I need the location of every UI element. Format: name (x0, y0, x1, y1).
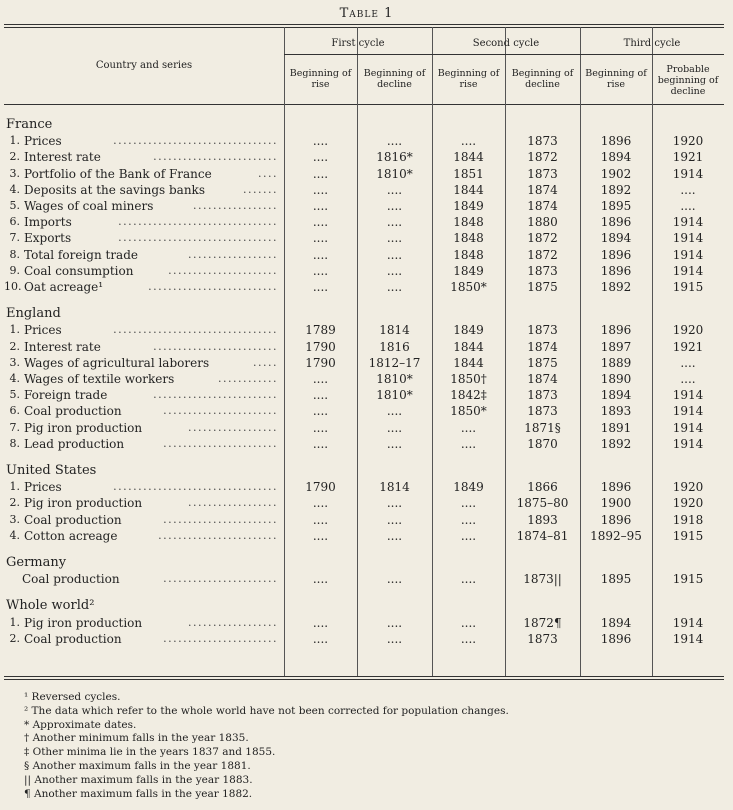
table-cell: 1849 (453, 199, 484, 213)
row-label: Prices (24, 480, 62, 495)
table-cell: .... (312, 134, 329, 149)
leader-dots: .................. (188, 496, 278, 510)
table-cell: .... (312, 615, 329, 630)
row-label: Pig iron production (24, 420, 143, 435)
table-cell: 1874–81 (516, 528, 569, 543)
table-cell: .... (386, 134, 403, 149)
table-cell: .... (312, 436, 329, 451)
leader-dots: ................................ (118, 215, 278, 229)
table-cell: 1866 (527, 480, 558, 495)
table-cell: 1900 (600, 496, 632, 511)
table-title: Table 1 (339, 6, 394, 21)
leader-dots: ................. (193, 199, 278, 212)
table-cell: 1894 (600, 150, 632, 165)
table-cell: 1897 (600, 339, 632, 354)
table-cell: 1870 (527, 436, 558, 451)
table-cell: 1848 (453, 215, 484, 230)
table-cell: 1920 (672, 480, 704, 495)
row-number: 2. (9, 339, 20, 353)
table-cell: 1875 (527, 355, 558, 370)
group-heading: United States (6, 463, 97, 478)
footnote: † Another minimum falls in the year 1835. (24, 732, 249, 745)
table-cell: 1891 (600, 420, 632, 435)
table-cell: 1873 (527, 404, 558, 419)
table-cell: 1873 (527, 631, 558, 646)
row-number: 1. (9, 480, 20, 494)
table-cell: 1914 (672, 615, 704, 630)
table-cell: 1874 (527, 199, 558, 213)
table-cell: 1875–80 (516, 496, 569, 511)
table-cell: .... (312, 631, 329, 646)
table-cell: 1849 (453, 263, 484, 278)
country-column-header: Country and series (95, 60, 193, 71)
top-rule (4, 24, 724, 25)
table-cell: 1816* (376, 150, 413, 165)
group-heading: France (6, 117, 53, 132)
subcolumn-header: Beginning of rise (289, 68, 352, 90)
row-number: 5. (9, 199, 20, 212)
row-number: 8. (9, 436, 20, 450)
table-cell: .... (460, 436, 477, 451)
table-cell: 1895 (600, 572, 632, 587)
row-label: Oat acreage¹ (24, 280, 104, 294)
table-cell: .... (386, 512, 403, 527)
table-cell: .... (386, 231, 403, 246)
table-cell: 1896 (600, 323, 632, 338)
table-cell: 1874 (527, 372, 558, 386)
table-cell: .... (460, 134, 477, 149)
table-cell: .... (312, 215, 329, 230)
table-cell: .... (386, 182, 403, 197)
table-cell: 1790 (305, 355, 336, 370)
table-cell: 1873 (527, 263, 558, 278)
table-cell: 1844 (453, 339, 484, 354)
row-number: 1. (9, 134, 20, 148)
footnote: ¹ Reversed cycles. (24, 691, 121, 703)
table-cell: 1848 (453, 247, 484, 262)
cycle-header: Second cycle (472, 38, 540, 49)
table-cell: .... (386, 528, 403, 543)
table-cell: .... (312, 528, 329, 543)
cycle-span-rule (284, 54, 432, 55)
row-label: Coal production (24, 631, 122, 646)
table-cell: 1851 (453, 166, 484, 181)
table-cell: 1873 (527, 166, 558, 181)
table-cell: 1920 (672, 496, 704, 511)
cycle-header: Third cycle (623, 38, 681, 49)
row-label: Coal production (24, 404, 122, 419)
leader-dots: ....................... (163, 572, 278, 586)
table-cell: 1902 (600, 166, 632, 181)
table-cell: .... (386, 631, 403, 646)
subcolumn-header: Beginning of rise (585, 68, 647, 90)
row-number: 1. (9, 615, 20, 629)
table-cell: 1849 (453, 323, 484, 338)
table-cell: 1921 (672, 339, 704, 354)
row-label: Exports (24, 231, 72, 246)
row-number: 7. (9, 231, 20, 245)
table-cell: 1914 (672, 166, 704, 181)
table-cell: 1894 (600, 231, 632, 246)
leader-dots: ................................ (118, 231, 278, 245)
table-cell: 1918 (672, 512, 704, 527)
subcolumn-header: Beginning of decline (363, 68, 426, 90)
table-cell: 1896 (600, 480, 632, 495)
row-number: 2. (9, 150, 20, 164)
row-number: 3. (9, 166, 20, 180)
header-bottom-rule (4, 104, 724, 105)
table-cell: .... (460, 631, 477, 646)
table-cell: 1892–95 (590, 528, 642, 543)
table-cell: 1889 (600, 355, 632, 370)
table-cell: 1914 (672, 215, 704, 230)
row-label: Wages of textile workers (24, 372, 175, 386)
footnote: ‡ Other minima lie in the years 1837 and 1855. (24, 746, 276, 759)
table-cell: 1914 (672, 436, 704, 451)
table-cell: 1914 (672, 404, 704, 419)
footnote: * Approximate dates. (24, 718, 137, 731)
table-cell: 1920 (672, 134, 704, 149)
group-heading: England (6, 306, 61, 322)
table-cell: 1844 (453, 355, 484, 370)
table-cell: 1896 (600, 215, 632, 230)
row-label: Deposits at the savings banks (24, 182, 205, 197)
table-cell: .... (386, 496, 403, 511)
table-cell: .... (312, 572, 329, 587)
row-number: 1. (9, 323, 20, 337)
table-cell: .... (386, 615, 403, 630)
row-label: Coal consumption (24, 263, 134, 278)
table-cell: 1873 (527, 134, 558, 149)
table-cell: 1915 (672, 572, 704, 587)
table-cell: 1790 (305, 480, 336, 495)
table-cell: 1880 (527, 215, 558, 230)
table-cell: 1896 (600, 134, 632, 149)
table-cell: 1894 (600, 388, 632, 403)
table-cell: 1874 (527, 339, 558, 354)
leader-dots: ....................... (163, 631, 278, 645)
row-label: Interest rate (24, 339, 101, 354)
table-cell: .... (312, 372, 329, 386)
table-cell: .... (460, 572, 477, 587)
table-cell: .... (312, 150, 329, 165)
table-cell: .... (680, 199, 696, 213)
cycle-span-rule (432, 54, 580, 55)
table-cell: 1871§ (524, 420, 561, 435)
row-number: 8. (9, 247, 20, 261)
table-cell: .... (312, 182, 329, 197)
row-number: 3. (9, 512, 20, 526)
table-cell: 1892 (600, 436, 632, 451)
table-cell: 1914 (672, 263, 704, 278)
table-cell: 1873|| (523, 572, 562, 587)
top-rule-2 (4, 27, 724, 28)
table-cell: 1810* (376, 166, 413, 181)
table-cell: 1914 (672, 247, 704, 262)
table-cell: 1848 (453, 231, 484, 246)
table-cell: .... (312, 420, 329, 435)
table-cell: 1915 (672, 528, 704, 543)
table-cell: 1896 (600, 512, 632, 527)
table-cell: 1873 (527, 388, 558, 403)
row-label: Coal production (24, 512, 122, 527)
row-label: Foreign trade (24, 388, 108, 403)
leader-dots: ............ (218, 372, 278, 385)
leader-dots: .......................... (148, 280, 278, 293)
table-cell: 1810* (376, 372, 413, 386)
table-cell: 1816 (379, 339, 410, 354)
table-cell: 1914 (672, 231, 704, 246)
row-number: 3. (9, 355, 20, 369)
footnote: || Another maximum falls in the year 1883. (24, 773, 253, 786)
table-cell: 1814 (379, 323, 410, 338)
row-number: 6. (9, 215, 20, 229)
table-cell: .... (312, 231, 329, 246)
row-label: Pig iron production (24, 496, 143, 511)
row-label: Imports (24, 215, 72, 230)
leader-dots: .................. (188, 420, 278, 434)
table-cell: .... (680, 182, 696, 197)
table-cell: 1789 (305, 323, 336, 338)
table-cell: .... (386, 572, 403, 587)
leader-dots: ...................... (168, 263, 278, 277)
table-cell: 1850* (450, 280, 487, 294)
row-number: 4. (9, 528, 20, 542)
leader-dots: ......................... (153, 388, 278, 402)
table-cell: 1896 (600, 631, 632, 646)
table-cell: .... (312, 404, 329, 419)
table-cell: 1914 (672, 631, 704, 646)
table-cell: 1874 (527, 182, 558, 197)
table-cell: 1915 (672, 280, 704, 294)
table-cell: .... (460, 512, 477, 527)
cycle-header: First cycle (331, 38, 385, 49)
footnote: ¶ Another maximum falls in the year 1882. (24, 787, 253, 800)
row-label: Cotton acreage (24, 528, 118, 543)
row-number: 6. (9, 404, 20, 418)
table-cell: 1844 (453, 150, 484, 165)
subcolumn-header: Beginning of decline (511, 68, 574, 90)
row-label: Wages of coal miners (24, 199, 154, 213)
table-cell: 1892 (600, 280, 632, 294)
leader-dots: ................................. (113, 480, 278, 494)
table-cell: 1850† (450, 372, 487, 386)
table-cell: .... (312, 263, 329, 278)
table-cell: .... (460, 528, 477, 543)
table-cell: 1849 (453, 480, 484, 495)
table-cell: 1895 (600, 199, 632, 213)
table-cell: 1920 (672, 323, 704, 338)
table-cell: .... (680, 372, 696, 386)
table-cell: .... (460, 615, 477, 630)
row-number: 4. (9, 182, 20, 196)
leader-dots: ....................... (163, 436, 278, 450)
table-cell: .... (312, 247, 329, 262)
table-cell: 1914 (672, 388, 704, 403)
row-label: Coal production (22, 572, 120, 587)
leader-dots: ....... (243, 182, 278, 196)
leader-dots: .................. (188, 247, 278, 261)
table-cell: 1814 (379, 480, 410, 495)
table-cell: .... (460, 496, 477, 511)
table-cell: 1810* (376, 388, 413, 403)
bottom-rule (4, 676, 724, 677)
table-cell: 1872¶ (523, 615, 562, 630)
table-cell: .... (386, 420, 403, 435)
row-label: Wages of agricultural laborers (24, 355, 210, 370)
row-number: 5. (9, 388, 20, 402)
leader-dots: ....................... (163, 404, 278, 418)
table-cell: 1842‡ (450, 388, 487, 403)
leader-dots: ....................... (163, 512, 278, 526)
row-label: Portfolio of the Bank of France (24, 166, 212, 181)
subcolumn-header: Probable beginning of decline (657, 64, 719, 97)
table-cell: .... (312, 280, 329, 294)
row-label: Prices (24, 134, 62, 149)
table-cell: 1872 (527, 150, 558, 165)
footnote: § Another maximum falls in the year 1881. (24, 760, 251, 772)
table-cell: 1790 (305, 339, 336, 354)
table-cell: .... (312, 388, 329, 403)
table-cell: .... (460, 420, 477, 435)
row-label: Interest rate (24, 150, 101, 165)
table-cell: 1892 (600, 182, 632, 197)
leader-dots: ......................... (153, 150, 278, 164)
row-label: Prices (24, 323, 62, 338)
table-cell: 1850* (450, 404, 487, 419)
table-cell: 1921 (672, 150, 704, 165)
table-cell: 1872 (527, 247, 558, 262)
subcolumn-header: Beginning of rise (437, 68, 500, 90)
table-cell: 1875 (527, 280, 558, 294)
table-cell: .... (312, 496, 329, 511)
table-cell: 1812–17 (368, 355, 421, 370)
group-heading: Whole world² (6, 598, 95, 614)
row-number: 2. (9, 631, 20, 645)
leader-dots: ................................. (113, 323, 278, 337)
table-cell: 1896 (600, 263, 632, 278)
table-cell: 1894 (600, 615, 632, 630)
table-cell: .... (386, 263, 403, 278)
table-cell: 1873 (527, 323, 558, 338)
group-heading: Germany (6, 555, 67, 570)
row-label: Pig iron production (24, 615, 143, 630)
leader-dots: ......................... (153, 339, 278, 353)
table-cell: 1890 (600, 372, 632, 386)
row-number: 2. (9, 496, 20, 510)
row-number: 7. (9, 420, 20, 434)
bottom-rule-2 (4, 679, 724, 680)
table-cell: 1893 (600, 404, 632, 419)
table-cell: .... (386, 404, 403, 419)
table-cell: .... (386, 436, 403, 451)
leader-dots: ................................. (113, 134, 278, 148)
table-cell: .... (386, 280, 403, 294)
table-cell: 1844 (453, 182, 484, 197)
table-cell: 1893 (527, 512, 558, 527)
row-label: Lead production (24, 436, 125, 451)
table-cell: .... (312, 199, 329, 213)
table-cell: 1872 (527, 231, 558, 246)
leader-dots: ..... (253, 355, 278, 369)
leader-dots: .................. (188, 615, 278, 629)
table-cell: .... (680, 355, 696, 370)
table-cell: .... (312, 166, 329, 181)
row-number: 10. (4, 280, 22, 293)
leader-dots: .... (258, 166, 278, 180)
row-number: 4. (9, 372, 20, 385)
footnote: ² The data which refer to the whole world have not been corrected for population changes. (24, 704, 509, 717)
table-cell: 1914 (672, 420, 704, 435)
table-cell: .... (312, 512, 329, 527)
table-cell: 1896 (600, 247, 632, 262)
row-number: 9. (9, 263, 20, 277)
row-label: Total foreign trade (24, 247, 138, 262)
table-cell: .... (386, 199, 403, 213)
leader-dots: ........................ (158, 528, 278, 542)
table-cell: .... (386, 215, 403, 230)
table-cell: .... (386, 247, 403, 262)
cycle-span-rule (580, 54, 724, 55)
